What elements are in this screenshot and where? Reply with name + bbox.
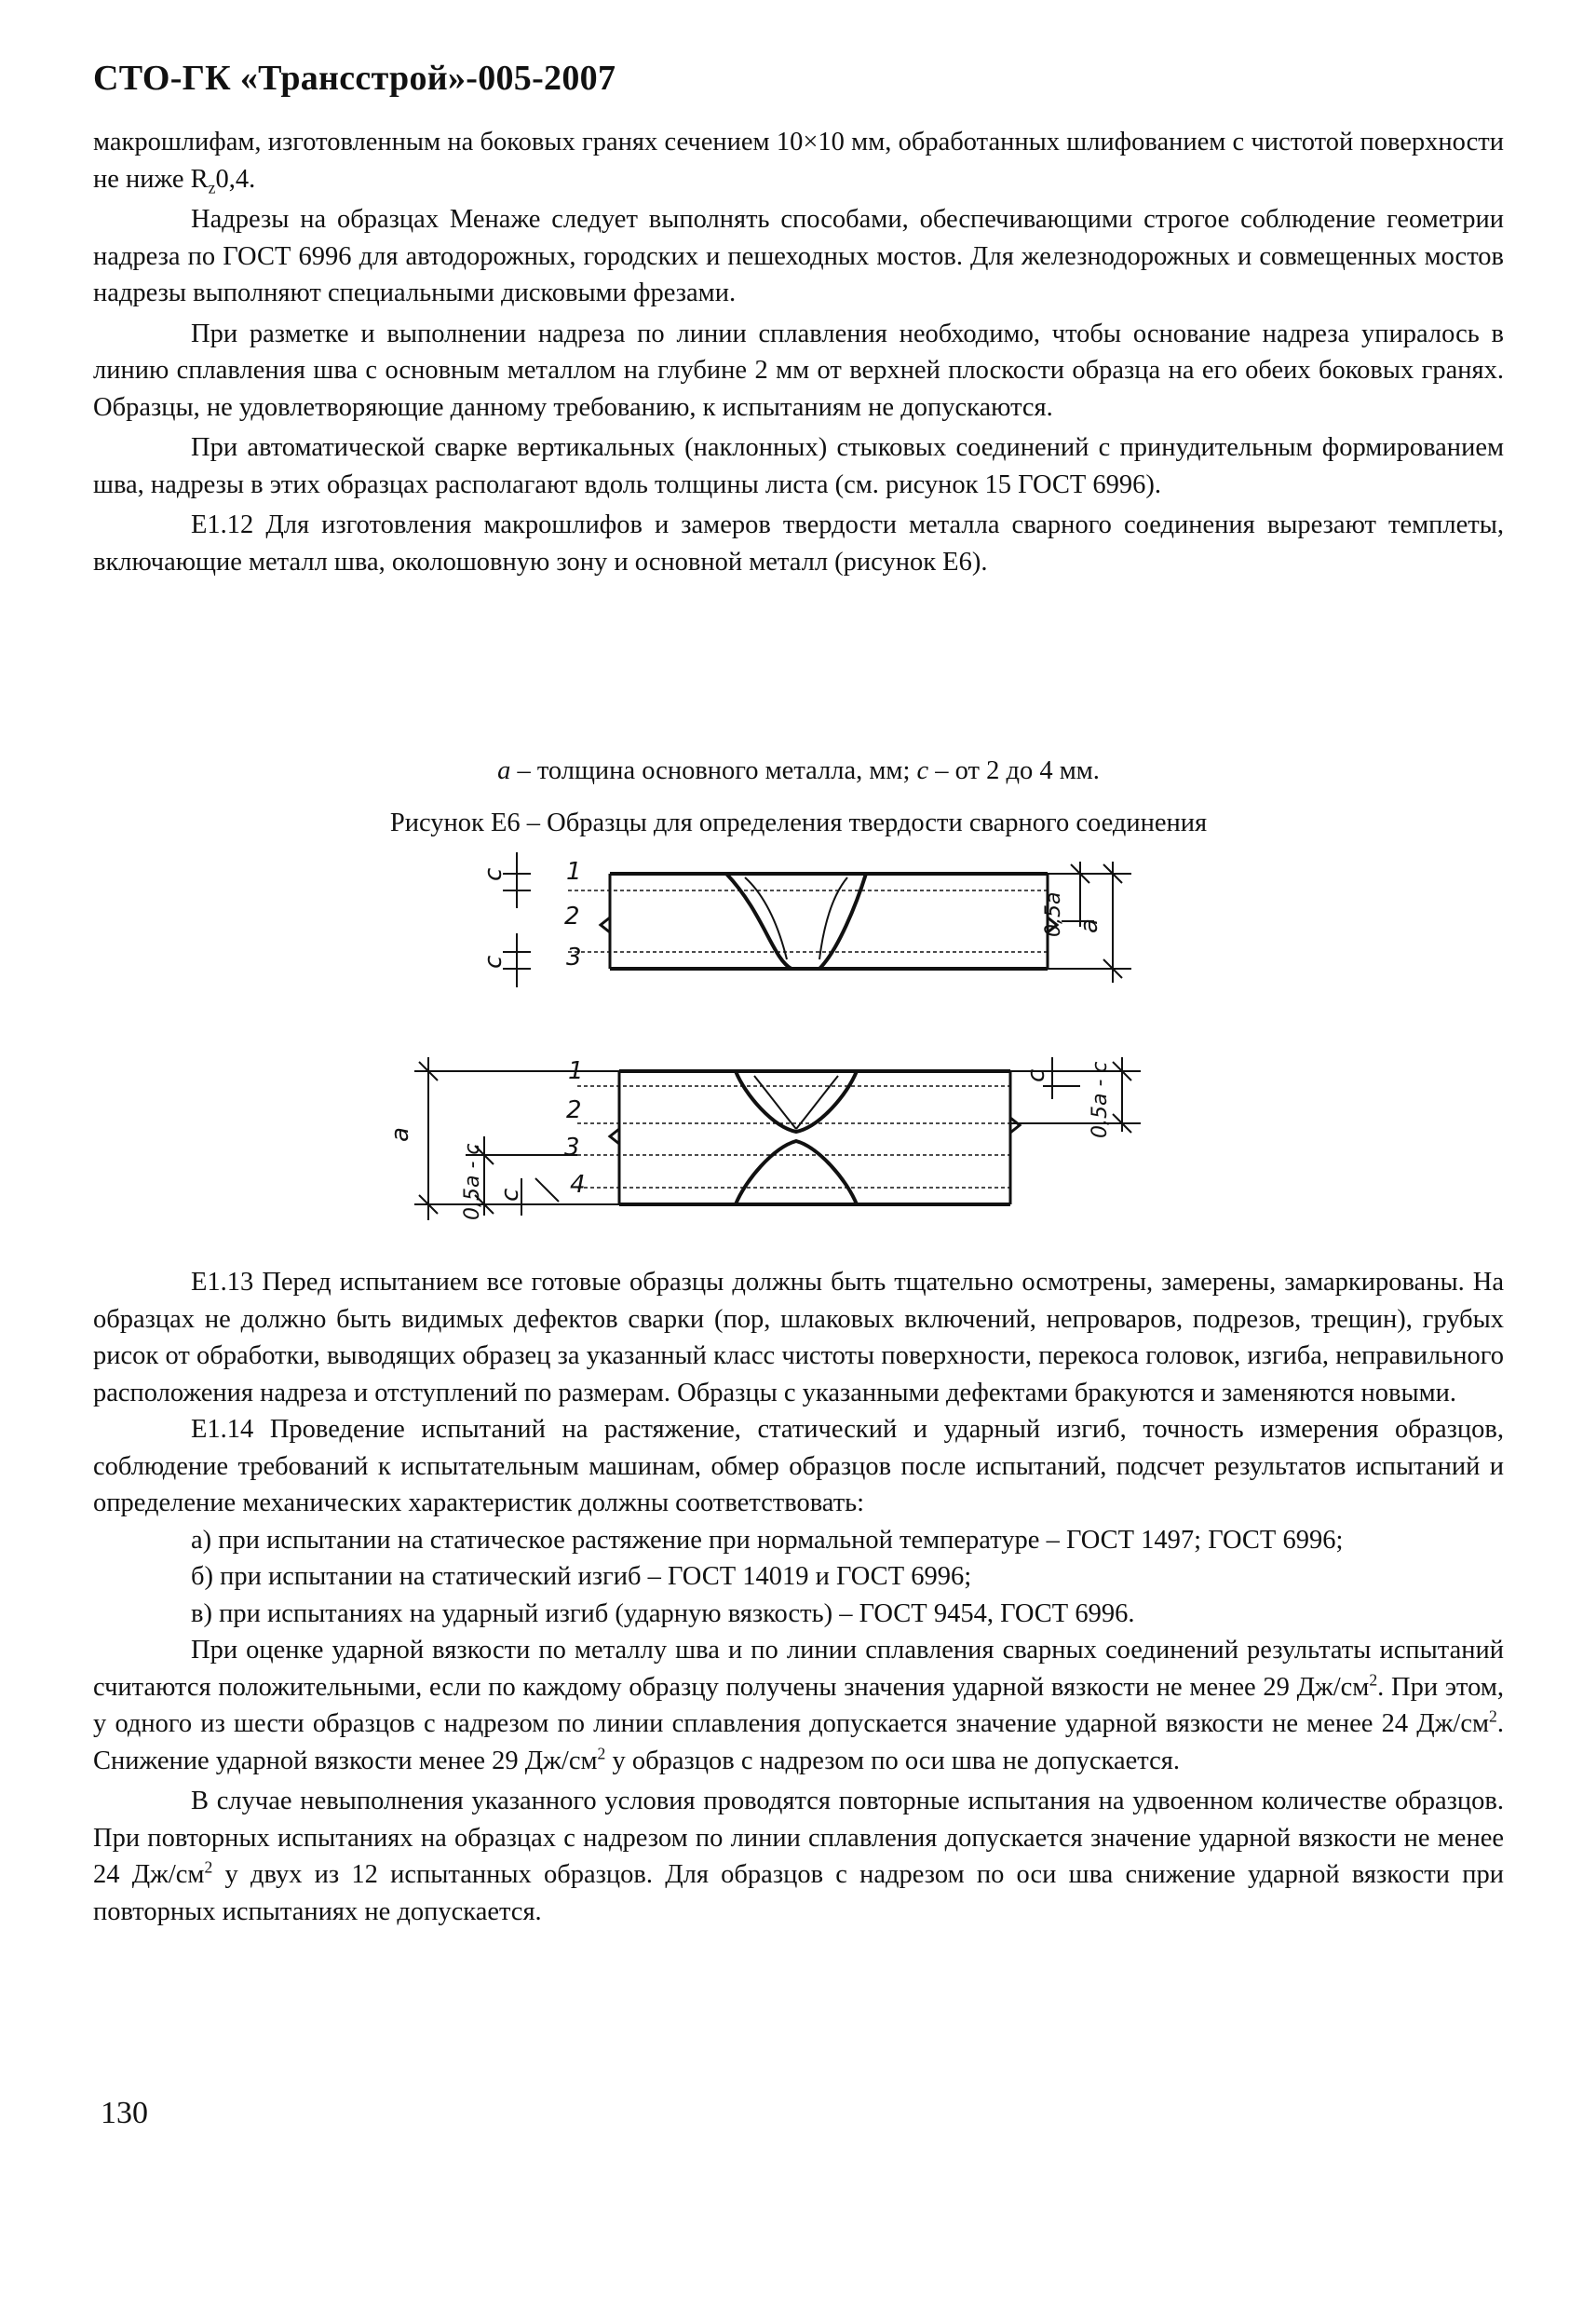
paragraph-menage-notches: Надрезы на образцах Менаже следует выполнять способами, обеспечивающими строгое соблюдение геометрии надреза по ГОСТ 6996 для автодорожных, городских и пешеходных мостов. Для железнодорожных и совмещенных мостов надрезы выполняют специальными дисковыми фрезами. [93,205,1504,307]
fig-bottom-label-2: 2 [566,1096,582,1124]
fig-bottom-label-c-left: c [496,1188,524,1202]
paragraph-microsection: макрошлифам, изготовленным на боковых гранях сечением 10×10 мм, обработанных шлифованием с чистотой поверхности не ниже $R_z0,4$. [93,128,1504,197]
paragraph-repeat-tests: В случае невыполнения указанного условия проводятся повторные испытания на удвоенном количестве образцов. При повторных испытаниях на образцах с надрезом по линии сплавления допускается значение ударной вязкости не менее 24 $Дж/см^2$ у двух из 12 испытанных образцов. Для образцов с надрезом по оси шва снижение ударной вязкости при повторных испытаниях не допускается. [93,1787,1504,1926]
text-block-lower [93,1264,1504,1930]
list-item-c: в) при испытаниях на ударный изгиб (ударную вязкость) – ГОСТ 9454, ГОСТ 6996. [191,1598,1135,1628]
fig-bottom-label-a-left: a [386,1127,414,1142]
fig-top-label-c2: c [480,955,507,969]
paragraph-e1-13: Е1.13 Перед испытанием все готовые образцы должны быть тщательно осмотрены, замерены, замаркированы. На образцах не должно быть видимых дефектов сварки (пор, шлаковых включений, непроваров, подрезов, трещин), грубых рисок от обработки, выводящих образец за указанный класс чистоты поверхности, перекоса головок, изгиба, неправильного расположения надреза и отступлений по размерам. Образцы с указанными дефектами бракуются и заменяются новыми. [93,1268,1504,1407]
fig-top-label-2: 2 [564,903,580,931]
fig-top-label-a: a [1076,918,1103,933]
paragraph-impact-evaluation: При оценке ударной вязкости по металлу шва и по линии сплавления сварных соединений результаты испытаний считаются положительными, если по каждому образцу получены значения ударной вязкости не менее 29 $Дж/см^2$. При этом, у одного из шести образцов с надрезом по линии сплавления допускается значение ударной вязкости не менее 24 $Дж/см^2$. Снижение ударной вязкости менее 29 $Дж/см^2$ у образцов с надрезом по оси шва не допускается. [93,1636,1505,1775]
fig-bottom-label-c-right: c [1022,1068,1050,1082]
paragraph-e1-14: Е1.14 Проведение испытаний на растяжение, статический и ударный изгиб, точность измерения образцов, соблюдение требований к испытательным машинам, обмер образцов после испытаний, подсчет результатов испытаний и определение механических характеристик должны соответствовать: [93,1415,1504,1517]
figure-top-specimen [503,852,1131,987]
paragraph-e1-12: Е1.12 Для изготовления макрошлифов и замеров твердости металла сварного соединения вырезают темплеты, включающие металл шва, околошовную зону и основной металл (рисунок Е6). [93,510,1504,577]
fig-top-label-1: 1 [566,858,582,886]
fig-top-label-half-a: 0,5a [1042,891,1065,937]
figure-legend: a – толщина основного металла, мм; c – от 2 до 4 мм. [497,756,1100,785]
fig-bottom-label-3: 3 [564,1134,580,1162]
page-number: 130 [101,2096,148,2130]
fig-bottom-label-4: 4 [570,1171,586,1199]
figure-caption: Рисунок Е6 – Образцы для определения твердости сварного соединения [389,809,1208,837]
fig-bottom-label-1: 1 [568,1057,584,1085]
fig-bottom-label-half-a-c-left: 0,5a - c [461,1143,484,1220]
list-item-a: а) при испытании на статическое растяжение при нормальной температуре – ГОСТ 1497; ГОСТ 6996; [191,1525,1344,1555]
paragraph-automatic-welding: При автоматической сварке вертикальных (наклонных) стыковых соединений с принудительным формированием шва, надрезы в этих образцах располагают вдоль толщины листа (см. рисунок 15 ГОСТ 6996). [93,433,1504,499]
fig-bottom-label-half-a-c-right: 0,5a - c [1089,1061,1112,1138]
paragraph-notch-marking: При разметке и выполнении надреза по линии сплавления необходимо, чтобы основание надреза упиралось в линию сплавления шва с основным металлом на глубине 2 мм от верхней плоскости образца на его обеих боковых гранях. Образцы, не удовлетворяющие данному требованию, к испытаниям не допускаются. [93,319,1504,422]
fig-top-label-3: 3 [566,944,582,972]
fig-top-label-c1: c [480,867,507,881]
list-item-b: б) при испытании на статический изгиб – ГОСТ 14019 и ГОСТ 6996; [191,1562,972,1591]
document-header-title: СТО-ГК «Трансстрой»-005-2007 [93,59,616,98]
